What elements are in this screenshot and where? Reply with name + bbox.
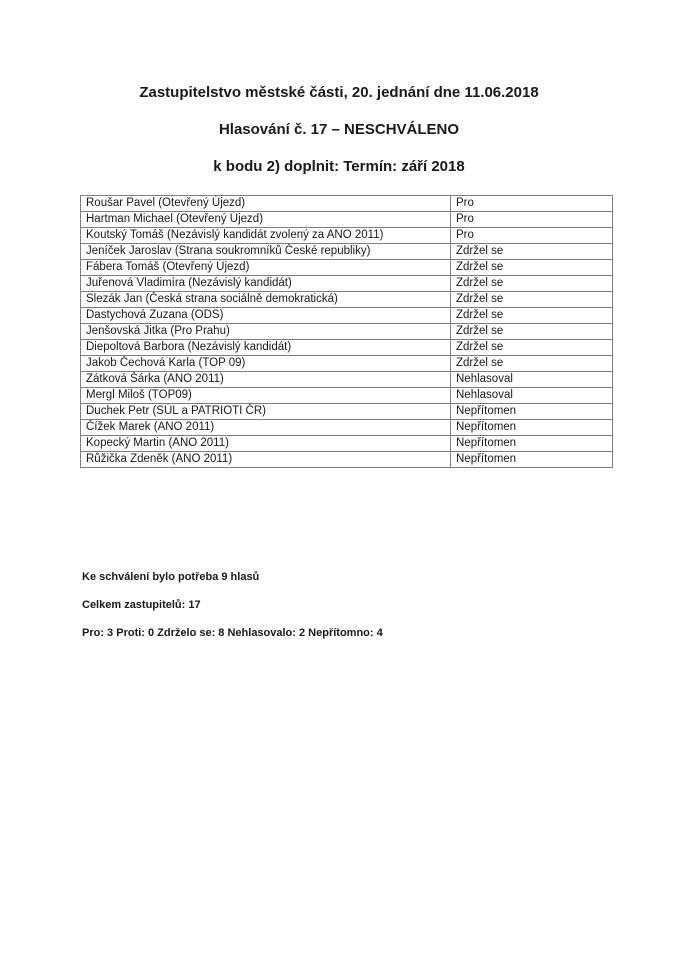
table-row xyxy=(81,356,613,372)
councilor-name-cell: Diepoltová Barbora (Nezávislý kandidát) xyxy=(81,340,451,356)
vote-cell: Nepřítomen xyxy=(451,404,613,420)
vote-cell: Zdržel se xyxy=(451,244,613,260)
councilor-name-cell: Duchek Petr (SÚL a PATRIOTI ČR) xyxy=(81,404,451,420)
table-row xyxy=(81,212,613,228)
table-row xyxy=(81,340,613,356)
councilor-name-cell: Jakob Čechová Karla (TOP 09) xyxy=(81,356,451,372)
councilor-name-cell: Růžička Zdeněk (ANO 2011) xyxy=(81,452,451,468)
table-row xyxy=(81,244,613,260)
councilor-name-cell: Slezák Jan (Česká strana sociálně demokratická) xyxy=(81,292,451,308)
table-row xyxy=(81,260,613,276)
councilor-name-cell: Jeníček Jaroslav (Strana soukromníků České republiky) xyxy=(81,244,451,260)
vote-cell: Nehlasoval xyxy=(451,388,613,404)
vote-cell: Pro xyxy=(451,212,613,228)
meeting-title: Zastupitelstvo městské části, 20. jednání dne 11.06.2018 xyxy=(139,84,539,101)
councilor-name-cell: Fábera Tomáš (Otevřený Újezd) xyxy=(81,260,451,276)
table-row xyxy=(81,228,613,244)
councilor-name-cell: Roušar Pavel (Otevřený Újezd) xyxy=(81,196,451,212)
vote-tally-note: Pro: 3 Proti: 0 Zdrželo se: 8 Nehlasovalo: 2 Nepřítomno: 4 xyxy=(82,627,383,639)
table-row xyxy=(81,324,613,340)
table-row xyxy=(81,276,613,292)
vote-cell: Nehlasoval xyxy=(451,372,613,388)
vote-cell: Zdržel se xyxy=(451,340,613,356)
table-row xyxy=(81,388,613,404)
councilor-name-cell: Mergl Miloš (TOP09) xyxy=(81,388,451,404)
vote-cell: Nepřítomen xyxy=(451,420,613,436)
vote-cell: Zdržel se xyxy=(451,356,613,372)
table-row xyxy=(81,404,613,420)
table-row xyxy=(81,452,613,468)
vote-cell: Zdržel se xyxy=(451,292,613,308)
councilor-name-cell: Kopecký Martin (ANO 2011) xyxy=(81,436,451,452)
total-councilors-note: Celkem zastupitelů: 17 xyxy=(82,599,201,611)
councilor-name-cell: Dastychová Zuzana (ODS) xyxy=(81,308,451,324)
councilor-name-cell: Juřenová Vladimíra (Nezávislý kandidát) xyxy=(81,276,451,292)
vote-cell: Zdržel se xyxy=(451,276,613,292)
vote-cell: Nepřítomen xyxy=(451,452,613,468)
table-row xyxy=(81,308,613,324)
table-row xyxy=(81,436,613,452)
vote-cell: Pro xyxy=(451,196,613,212)
vote-cell: Zdržel se xyxy=(451,308,613,324)
table-row xyxy=(81,420,613,436)
councilor-name-cell: Zátková Šárka (ANO 2011) xyxy=(81,372,451,388)
vote-cell: Nepřítomen xyxy=(451,436,613,452)
vote-table xyxy=(80,195,613,468)
vote-cell: Zdržel se xyxy=(451,260,613,276)
agenda-item-title: k bodu 2) doplnit: Termín: září 2018 xyxy=(213,158,465,175)
table-row xyxy=(81,372,613,388)
table-row xyxy=(81,196,613,212)
vote-cell: Zdržel se xyxy=(451,324,613,340)
vote-cell: Pro xyxy=(451,228,613,244)
vote-result-title: Hlasování č. 17 – NESCHVÁLENO xyxy=(218,121,460,138)
table-row xyxy=(81,292,613,308)
councilor-name-cell: Jenšovská Jitka (Pro Prahu) xyxy=(81,324,451,340)
councilor-name-cell: Koutský Tomáš (Nezávislý kandidát zvolený za ANO 2011) xyxy=(81,228,451,244)
councilor-name-cell: Hartman Michael (Otevřený Újezd) xyxy=(81,212,451,228)
quorum-note: Ke schválení bylo potřeba 9 hlasů xyxy=(82,571,260,583)
councilor-name-cell: Čížek Marek (ANO 2011) xyxy=(81,420,451,436)
